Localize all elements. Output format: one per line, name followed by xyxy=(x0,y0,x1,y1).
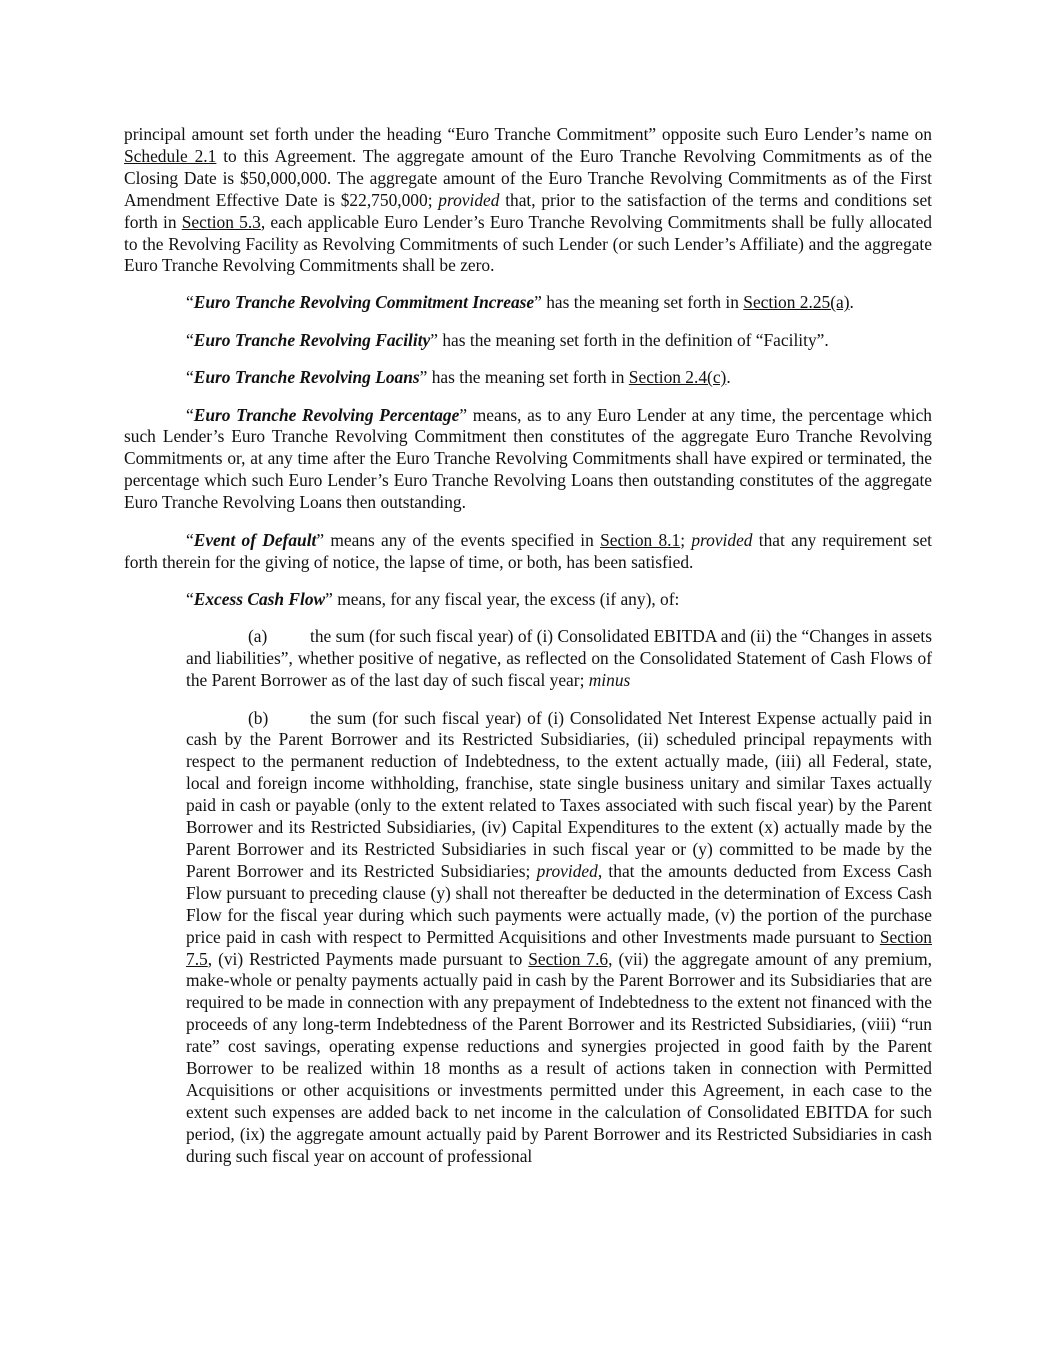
section-2-25a-reference: Section 2.25(a) xyxy=(743,292,850,313)
defined-term: Euro Tranche Revolving Percentage xyxy=(193,404,460,425)
document-page xyxy=(124,124,932,1183)
definition-excess-cash-flow: “Excess Cash Flow” means, for any fiscal year, the excess (if any), of: xyxy=(186,588,680,609)
definition-event-of-default: “Event of Default” means any of the events specified in Section 8.1; provided that any requirement set forth therein for the giving of notice, the lapse of time, or both, has been satisfied. xyxy=(124,529,933,572)
defined-term: Event of Default xyxy=(193,529,317,550)
schedule-2-1-reference: Schedule 2.1 xyxy=(124,145,217,166)
clause-label: (a) xyxy=(248,626,268,647)
defined-term: Euro Tranche Revolving Facility xyxy=(193,329,431,350)
paragraph-euro-tranche-commitment: principal amount set forth under the heading “Euro Tranche Commitment” opposite such Euro Lender’s name on Schedule 2.1 to this Agreement. The aggregate amount of the Euro Tranche Revolving Commitments as of the Closing Date is $50,000,000. The aggregate amount of the Euro Tranche Revolving Commitments as of the First Amendment Effective Date is $22,750,000; provided that, prior to the satisfaction of the terms and conditions set forth in Section 5.3, each applicable Euro Lender’s Euro Tranche Revolving Commitments shall be fully allocated to the Revolving Facility as Revolving Commitments of such Lender (or such Lender’s Affiliate) and the aggregate Euro Tranche Revolving Commitments shall be zero. xyxy=(124,124,932,276)
section-2-4c-reference: Section 2.4(c) xyxy=(628,367,727,388)
defined-term: Excess Cash Flow xyxy=(193,588,326,609)
definition-euro-tranche-revolving-commitment-increase: “Euro Tranche Revolving Commitment Increase” has the meaning set forth in Section 2.25(a). xyxy=(186,292,854,313)
clause-b: (b) the sum (for such fiscal year) of (i) Consolidated Net Interest Expense actually paid in cash by the Parent Borrower and its Restricted Subsidiaries, (ii) scheduled principal repayments with respect to the permanent reduction of Indebtedness, to the extent actually made, (iii) all Federal, state, local and foreign income withholding, franchise, state single business unitary and similar Taxes actually paid in cash or payable (only to the extent related to Taxes associated with such fiscal year) by the Parent Borrower and its Restricted Subsidiaries, (iv) Capital Expenditures to the extent (x) actually made by the Parent Borrower and its Restricted Subsidiaries in such fiscal year or (y) committed to be made by the Parent Borrower and its Restricted Subsidiaries; provided, that the amounts deducted from Excess Cash Flow pursuant to preceding clause (y) shall not thereafter be deducted in the determination of Excess Cash Flow for the fiscal year during which such payments were actually made, (v) the portion of the purchase price paid in cash with respect to Permitted Acquisitions and other Investments made pursuant to Section 7.5, (vi) Restricted Payments made pursuant to Section 7.6, (vii) the aggregate amount of any premium, make-whole or penalty payments actually paid in cash by the Parent Borrower and its Subsidiaries that are required to be made in connection with any prepayment of Indebtedness to the extent not financed with the proceeds of any long-term Indebtedness of the Parent Borrower and its Restricted Subsidiaries, (viii) “run rate” cost savings, operating expense reductions and synergies projected in good faith by the Parent Borrower to be realized within 18 months as a result of actions taken in connection with Permitted Acquisitions or other acquisitions or investments permitted under this Agreement, in each case to the extent such expenses are added back to net income in the calculation of Consolidated EBITDA for such period, (ix) the aggregate amount actually paid by Parent Borrower and its Restricted Subsidiaries in cash during such fiscal year on account of professional xyxy=(186,707,932,1166)
clause-label: (b) xyxy=(248,707,269,728)
definition-euro-tranche-revolving-percentage: “Euro Tranche Revolving Percentage” means, as to any Euro Lender at any time, the percentage which such Lender’s Euro Tranche Revolving Commitment then constitutes of the aggregate Euro Tranche Revolving Commitments or, at any time after the Euro Tranche Revolving Commitments shall have expired or terminated, the percentage which such Euro Lender’s Euro Tranche Revolving Loans then outstanding constitutes of the aggregate Euro Tranche Revolving Loans then outstanding. xyxy=(124,404,932,513)
section-7-5-reference: Section 7.5 xyxy=(186,926,932,969)
section-5-3-reference: Section 5.3 xyxy=(181,211,261,232)
definition-euro-tranche-revolving-loans: “Euro Tranche Revolving Loans” has the meaning set forth in Section 2.4(c). xyxy=(186,367,731,388)
section-7-6-reference: Section 7.6, xyxy=(528,948,613,969)
section-8-1-reference: Section 8.1 xyxy=(600,529,681,550)
defined-term: Euro Tranche Revolving Loans xyxy=(193,367,420,388)
defined-term: Euro Tranche Revolving Commitment Increase xyxy=(193,292,535,313)
definition-euro-tranche-revolving-facility: “Euro Tranche Revolving Facility” has the meaning set forth in the definition of “Facility”. xyxy=(186,329,829,350)
clause-a: (a) the sum (for such fiscal year) of (i) Consolidated EBITDA and (ii) the “Changes in assets and liabilities”, whether positive of negative, as reflected on the Consolidated Statement of Cash Flows of the Parent Borrower as of the last day of such fiscal year; minus xyxy=(186,626,932,691)
